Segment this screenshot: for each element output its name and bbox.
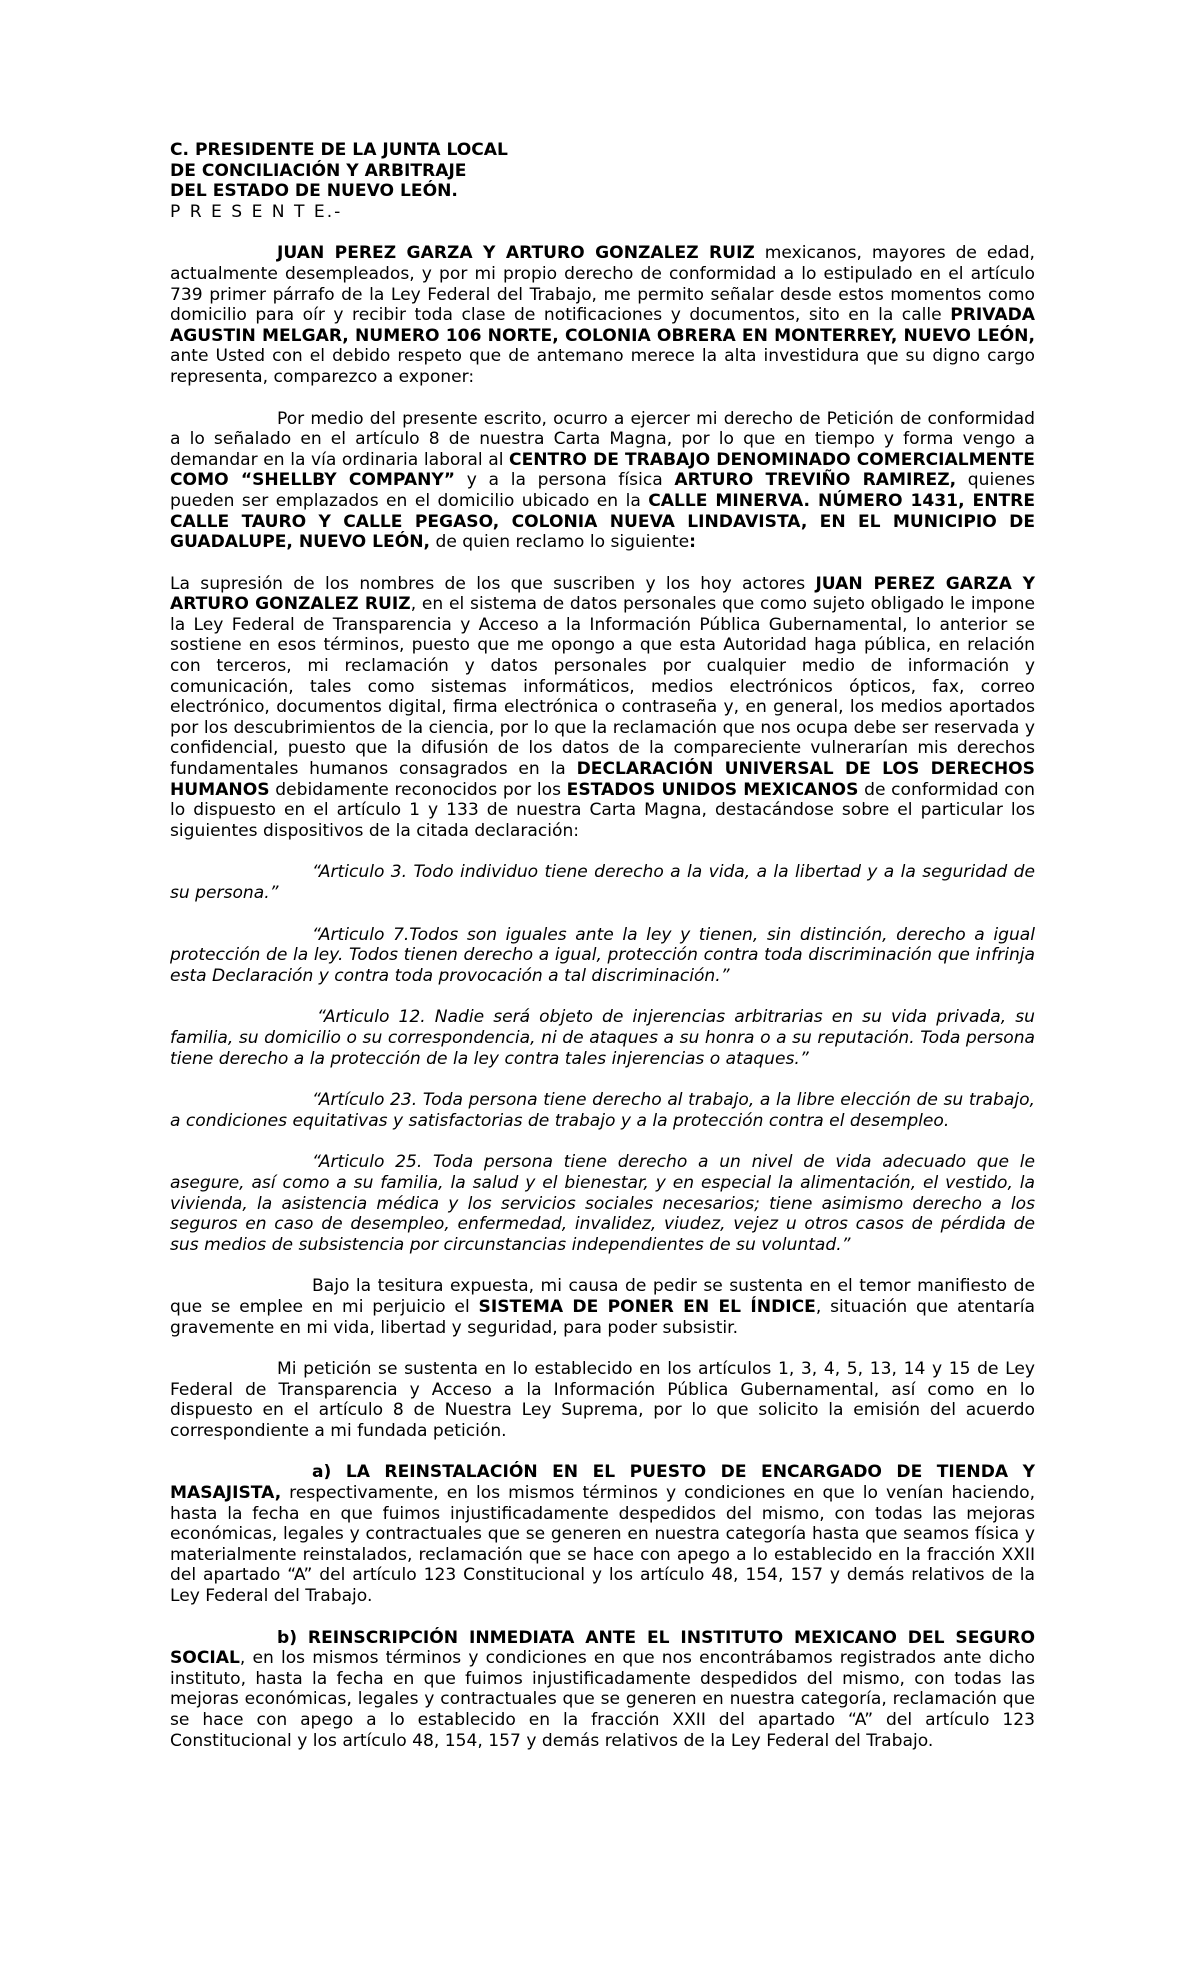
claim-a-text: respectivamente, en los mismos términos y condiciones en que lo venían haciendo, hasta la fecha en que fuimos injustificadamente despedidos del mismo, con todas las mejoras económicas, legales y contractuales que se generen en nuestra categoría hasta que seamos física y materialmente reinstalados, reclamación que se hace con apego a lo establecido en la fracción XXII del apartado “A” del artículo 123 Constitucional y los artículo 48, 154, 157 y demás relativos de la Ley Federal del Trabajo. bbox=[170, 1483, 1035, 1607]
domicile-address: PRIVADA AGUSTIN MELGAR, NUMERO 106 NORTE, COLONIA OBRERA EN MONTERREY, NUEVO LEÓN, bbox=[170, 305, 1035, 346]
defendant-address: CALLE MINERVA. NÚMERO 1431, ENTRE CALLE TAURO Y CALLE PEGASO, COLONIA NUEVA LINDAVISTA, EN EL MUNICIPIO DE GUADALUPE, NUEVO LEÓN, bbox=[170, 490, 1035, 553]
document-page bbox=[170, 140, 1035, 1751]
defendant-person: ARTURO TREVIÑO RAMIREZ, bbox=[674, 470, 957, 491]
presente-line: P R E S E N T E.- bbox=[170, 201, 343, 222]
quote-article-12: “Articulo 12. Nadie será objeto de injerencias arbitrarias en su vida privada, su familia, su domicilio o su correspondencia, ni de ataques a su honra o a su reputación. Toda persona tiene derecho a la protección de la ley contra tales injerencias o ataques.” bbox=[170, 1007, 1035, 1069]
privacy-text-2: , en el sistema de datos personales que como sujeto obligado le impone la Ley Federal de Transparencia y Acceso a la Información Pública Gubernamental, lo anterior se sostiene en esos términos, puesto que me opongo a que esta Autoridad haga pública, en relación con terceros, mi reclamación y datos personales por cualquier medio de información y comunicación, tales como sistemas informáticos, medios electrónicos ópticos, fax, correo electrónico, documentos digital, firma electrónica o contraseña y, en general, los medios aportados por los descubrimientos de la ciencia, por lo que la reclamación que nos ocupa debe ser reservada y confidencial, puesto que la difusión de los datos de la compareciente vulnerarían mis derechos fundamentales humanos consagrados en la bbox=[170, 594, 1035, 780]
intro-text-1: mexicanos, mayores de edad, actualmente desempleados, y por mi propio derecho de conformidad a lo estipulado en el artículo 739 primer párrafo de la Ley Federal del Trabajo, me permito señalar desde estos momentos como domicilio para oír y recibir toda clase de notificaciones y documentos, sito en la calle bbox=[170, 243, 1035, 326]
privacy-text-4: de conformidad con lo dispuesto en el artículo 1 y 133 de nuestra Carta Magna, destacándose sobre el particular los siguientes dispositivos de la citada declaración: bbox=[170, 779, 1035, 841]
addressee-line-3: DEL ESTADO DE NUEVO LEÓN. bbox=[170, 181, 458, 202]
demand-text-4: de quien reclamo lo siguiente bbox=[430, 532, 690, 553]
index-system: SISTEMA DE PONER EN EL ÍNDICE bbox=[478, 1296, 816, 1317]
paragraph-privacy bbox=[170, 574, 1035, 842]
claim-a-heading: a) LA REINSTALACIÓN EN EL PUESTO DE ENCARGADO DE TIENDA Y MASAJISTA, bbox=[170, 1462, 1035, 1504]
quote-article-3: “Articulo 3. Todo individuo tiene derecho a la vida, a la libertad y a la seguridad de su persona.” bbox=[170, 862, 1035, 903]
declaration-name: DECLARACIÓN UNIVERSAL DE LOS DERECHOS HUMANOS bbox=[170, 759, 1035, 800]
demand-text-3: quienes pueden ser emplazados en el domicilio ubicado en la bbox=[170, 470, 1035, 511]
claim-b bbox=[170, 1628, 1035, 1752]
quote-article-7: “Articulo 7.Todos son iguales ante la ley y tienen, sin distinción, derecho a igual protección de la ley. Todos tienen derecho a igual, protección contra toda discriminación que infrinja esta Declaración y contra toda provocación a tal discriminación.” bbox=[170, 924, 1035, 986]
demand-colon: : bbox=[689, 532, 696, 553]
country-name: ESTADOS UNIDOS MEXICANOS bbox=[566, 779, 859, 800]
paragraph-demand bbox=[170, 409, 1035, 553]
privacy-text-3: debidamente reconocidos por los bbox=[269, 779, 567, 800]
claim-b-text: , en los mismos términos y condiciones en que nos encontrábamos registrados ante dicho instituto, hasta la fecha en que fuimos injustificadamente despedidos del mismo, con todas las mejoras económicas, legales y contractuales que se generen en nuestra categoría, reclamación que se hace con apego a lo establecido en la fracción XXII del apartado “A” del artículo 123 Constitucional y los artículo 48, 154, 157 y demás relativos de la Ley Federal del Trabajo. bbox=[170, 1648, 1035, 1751]
demand-text-2: y a la persona física bbox=[455, 470, 675, 491]
defendant-company: CENTRO DE TRABAJO DENOMINADO COMERCIALMENTE COMO “SHELLBY COMPANY” bbox=[170, 449, 1035, 491]
paragraph-introduction bbox=[170, 243, 1035, 387]
addressee-block bbox=[170, 140, 1035, 222]
paragraph-petition: Mi petición se sustenta en lo establecido en los artículos 1, 3, 4, 5, 13, 14 y 15 de Ley Federal de Transparencia y Acceso a la Información Pública Gubernamental, así como en lo dispuesto en el artículo 8 de Nuestra Ley Suprema, por lo que solicito la emisión del acuerdo correspondiente a mi fundada petición. bbox=[170, 1359, 1035, 1441]
demand-text-1: Por medio del presente escrito, ocurro a ejercer mi derecho de Petición de conformidad a lo señalado en el artículo 8 de nuestra Carta Magna, por lo que en tiempo y forma vengo a demandar en la vía ordinaria laboral al bbox=[170, 408, 1035, 470]
plaintiffs-names: JUAN PEREZ GARZA Y ARTURO GONZALEZ RUIZ bbox=[277, 243, 755, 264]
quote-article-25: “Articulo 25. Toda persona tiene derecho a un nivel de vida adecuado que le asegure, así como a su familia, la salud y el bienestar, y en especial la alimentación, el vestido, la vivienda, la asistencia médica y los servicios sociales necesarios; tiene asimismo derecho a los seguros en caso de desempleo, enfermedad, invalidez, viudez, vejez u otros casos de pérdida de sus medios de subsistencia por circunstancias independientes de su voluntad.” bbox=[170, 1152, 1035, 1255]
addressee-line-1: C. PRESIDENTE DE LA JUNTA LOCAL bbox=[170, 140, 508, 160]
claim-a bbox=[170, 1462, 1035, 1606]
quote-article-23: “Artículo 23. Toda persona tiene derecho al trabajo, a la libre elección de su trabajo, a condiciones equitativas y satisfactorias de trabajo y a la protección contra el desempleo. bbox=[170, 1090, 1035, 1131]
intro-text-2: ante Usted con el debido respeto que de antemano merece la alta investidura que su digno cargo representa, comparezco a exponer: bbox=[170, 346, 1035, 387]
cause-text-2: , situación que atentaría gravemente en mi vida, libertad y seguridad, para poder subsistir. bbox=[170, 1296, 1036, 1338]
privacy-text-1: La supresión de los nombres de los que suscriben y los hoy actores bbox=[170, 573, 816, 594]
addressee-line-2: DE CONCILIACIÓN Y ARBITRAJE bbox=[170, 160, 467, 181]
actors-names: JUAN PEREZ GARZA Y ARTURO GONZALEZ RUIZ bbox=[170, 573, 1036, 615]
paragraph-cause bbox=[170, 1276, 1035, 1338]
cause-text-1: Bajo la tesitura expuesta, mi causa de pedir se sustenta en el temor manifiesto de que se emplee en mi perjuicio el bbox=[170, 1276, 1035, 1317]
claim-b-heading: b) REINSCRIPCIÓN INMEDIATA ANTE EL INSTITUTO MEXICANO DEL SEGURO SOCIAL bbox=[170, 1627, 1035, 1669]
